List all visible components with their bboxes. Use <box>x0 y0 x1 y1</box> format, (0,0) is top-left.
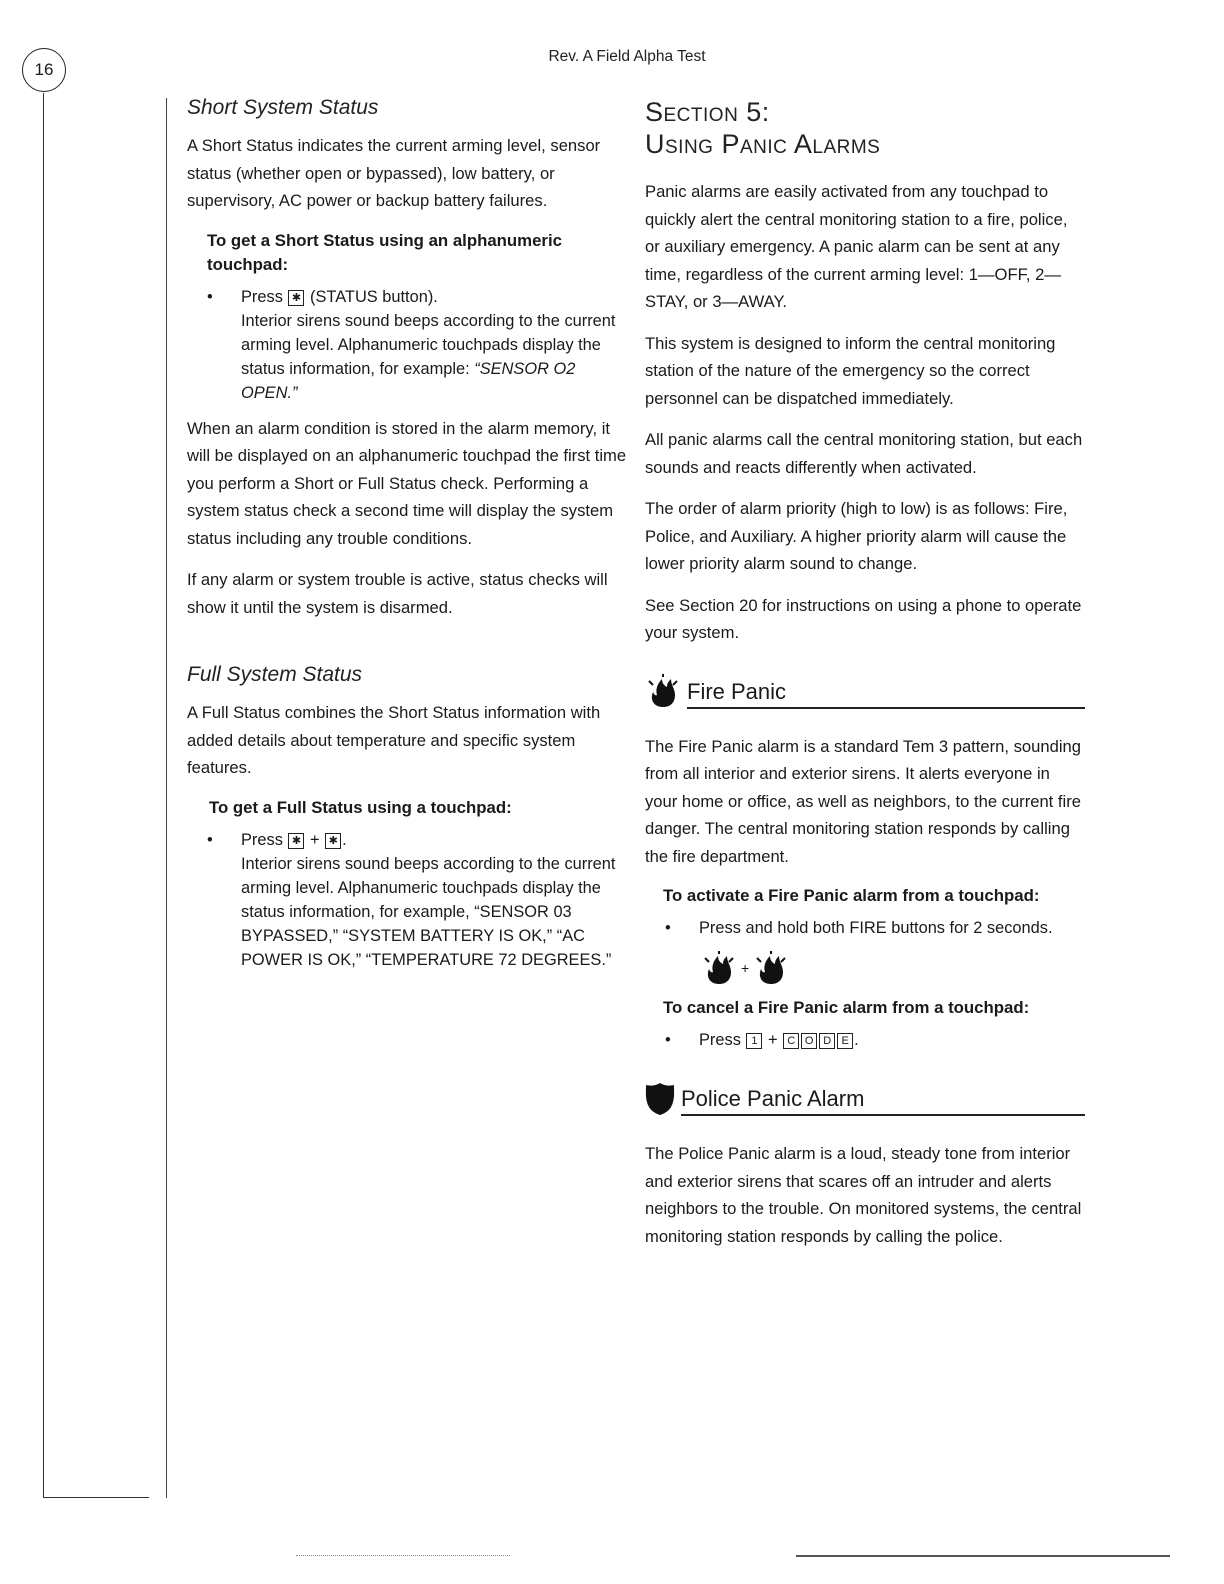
police-panic-heading <box>645 1082 1085 1116</box>
fire-button-icon <box>701 950 737 986</box>
bullet: • <box>665 919 671 937</box>
panic-intro-paragraph: Panic alarms are easily activated from any touchpad to quickly alert the central monitoring station to a fire, police, or auxiliary emergency. A panic alarm can be sent at any time, regardless of the current arming level: 1—OFF, 2—STAY, or 3—AWAY. <box>645 182 1068 311</box>
fire-activate-step <box>645 916 1085 940</box>
key-1-icon: 1 <box>746 1033 762 1049</box>
section-number: Section 5: <box>645 97 770 127</box>
full-status-step <box>187 828 627 972</box>
fire-panic-body: The Fire Panic alarm is a standard Tem 3 pattern, sounding from all interior and exterior sirens. It alerts everyone in your home or office, as well as neighbors, to the current fire danger. The central monitoring station responds by calling the fire department. <box>645 736 1081 866</box>
status-key-icon: ✱ <box>288 290 304 306</box>
fire-panic-heading <box>645 673 1085 709</box>
short-status-heading: Short System Status <box>187 96 379 119</box>
alarm-memory-paragraph: When an alarm condition is stored in the alarm memory, it will be displayed on an alphanumeric touchpad the first time you perform a Short or Full Status check. Performing a system status check a second time will display the system status including any trouble conditions. <box>187 418 627 548</box>
police-badge-icon <box>645 1082 675 1116</box>
phone-reference-paragraph: See Section 20 for instructions on using a phone to operate your system. <box>645 595 1082 642</box>
step-label: (STATUS button). <box>310 287 438 306</box>
panic-priority-paragraph: The order of alarm priority (high to low) is as follows: Fire, Police, and Auxiliary. A higher priority alarm will cause the lower priority alarm sound to change. <box>645 499 1068 573</box>
fire-icon <box>645 673 681 709</box>
key-e-icon: E <box>837 1033 853 1049</box>
status-key-icon: ✱ <box>325 833 341 849</box>
fire-panic-title: Fire Panic <box>687 679 1085 709</box>
step-text: Press and hold both FIRE buttons for 2 seconds. <box>699 919 1053 937</box>
trouble-paragraph: If any alarm or system trouble is active, status checks will show it until the system is disarmed. <box>187 570 608 617</box>
step-detail: Interior sirens sound beeps according to the current arming level. Alphanumeric touchpads display the status information, for example, “SENSOR 03 BYPASSED,” “SYSTEM BATTERY IS OK,” “AC POWER IS OK,” “TEMPERATURE 72 DEGREES.” <box>241 854 616 969</box>
section-title <box>645 96 1085 160</box>
step-press: Press <box>699 1031 741 1049</box>
running-head: Rev. A Field Alpha Test <box>548 48 706 65</box>
panic-call-paragraph: All panic alarms call the central monitoring station, but each sounds and reacts differently when activated. <box>645 430 1083 477</box>
full-status-procedure-title: To get a Full Status using a touchpad: <box>209 797 512 817</box>
plus-sign: + <box>741 960 750 976</box>
footer-mark <box>796 1555 1170 1557</box>
step-end: . <box>854 1031 859 1049</box>
key-o-icon: O <box>801 1033 817 1049</box>
bullet: • <box>665 1031 671 1049</box>
police-panic-title: Police Panic Alarm <box>681 1086 1085 1116</box>
bullet: • <box>207 287 213 306</box>
bottom-rule <box>43 1497 149 1498</box>
short-status-procedure-title: To get a Short Status using an alphanumeric touchpad: <box>207 230 562 274</box>
full-status-intro: A Full Status combines the Short Status information with added details about temperature and specific system features. <box>187 703 601 777</box>
step-press: Press <box>241 830 283 849</box>
fire-button-icon <box>753 950 789 986</box>
fire-cancel-steps <box>645 1028 1085 1052</box>
fire-activate-title: To activate a Fire Panic alarm from a touchpad: <box>663 886 1040 905</box>
bullet: • <box>207 830 213 849</box>
full-status-steps <box>187 828 627 972</box>
plus-sign: + <box>310 830 320 849</box>
full-status-heading: Full System Status <box>187 663 363 686</box>
plus-sign: + <box>768 1031 778 1049</box>
key-c-icon: C <box>783 1033 799 1049</box>
page-number: 16 <box>22 48 66 92</box>
fire-activate-steps <box>645 916 1085 940</box>
section-name: Using Panic Alarms <box>645 129 881 159</box>
short-status-intro: A Short Status indicates the current arming level, sensor status (whether open or bypassed), low battery, or supervisory, AC power or backup battery failures. <box>187 136 601 210</box>
step-detail-example: “SENSOR O2 OPEN.” <box>241 359 576 402</box>
fire-cancel-step <box>645 1028 1085 1052</box>
short-status-steps <box>187 285 627 405</box>
step-detail <box>241 309 627 405</box>
panic-design-paragraph: This system is designed to inform the central monitoring station of the nature of the emergency so the correct personnel can be dispatched immediately. <box>645 333 1056 408</box>
short-status-step <box>187 285 627 405</box>
step-detail-text: Interior sirens sound beeps according to the current arming level. Alphanumeric touchpads display the status information, for example: <box>241 311 616 378</box>
key-d-icon: D <box>819 1033 835 1049</box>
status-key-icon: ✱ <box>288 833 304 849</box>
step-press: Press <box>241 287 283 306</box>
right-column <box>645 96 1085 1264</box>
footer-mark <box>296 1555 510 1556</box>
fire-cancel-title: To cancel a Fire Panic alarm from a touchpad: <box>663 998 1030 1017</box>
fire-buttons-illustration <box>701 950 1085 986</box>
step-end: . <box>342 830 347 849</box>
left-column <box>187 96 627 982</box>
margin-rule <box>43 93 44 1498</box>
police-panic-body: The Police Panic alarm is a loud, steady tone from interior and exterior sirens that scares off an intruder and alerts neighbors to the trouble. On monitored systems, the central monitoring station responds by calling the police. <box>645 1144 1082 1246</box>
column-rule <box>166 98 167 1498</box>
